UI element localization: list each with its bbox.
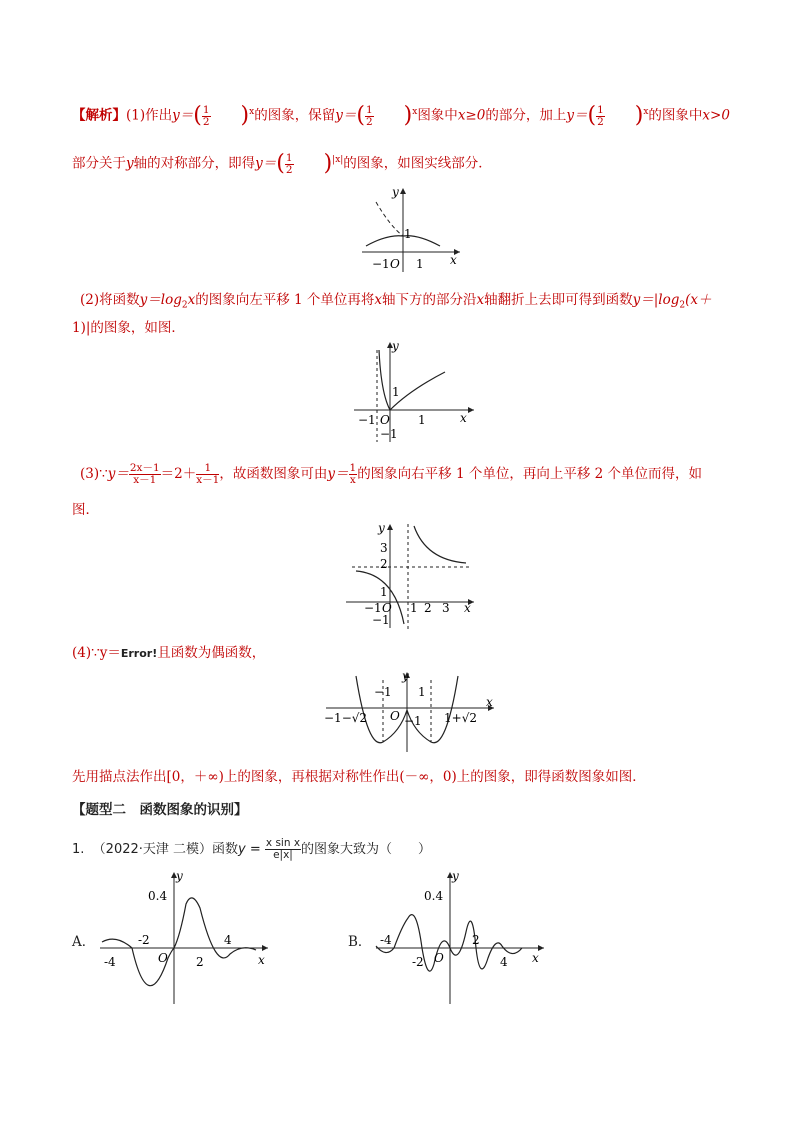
option-a-label[interactable]: A． bbox=[72, 934, 96, 950]
axis-x-label: x bbox=[464, 601, 471, 615]
root-negative: −1−√2 bbox=[324, 711, 368, 725]
tick-x-2: 2 bbox=[196, 955, 204, 969]
fraction-xsinx-over-e-absx: $\frac{\text{x sin x}}{e|x|}$ bbox=[265, 837, 301, 861]
tick-x-2: 2 bbox=[472, 933, 480, 947]
tick-x-1: 1 bbox=[410, 601, 418, 615]
fraction-2x-1-over-x-1: $\frac{2x-1}{x-1}$ bbox=[129, 462, 160, 486]
tick-y-04: 0.4 bbox=[148, 889, 168, 903]
figure-3-hyperbola bbox=[342, 520, 482, 635]
axis-x-label: x bbox=[460, 411, 467, 425]
question-1: 1. （2022·天津 二模）函数y = $\frac{\text{x sin x}}{e|x|}$ 的图象大致为（ ） bbox=[72, 837, 432, 861]
axis-x-label: x bbox=[258, 953, 265, 967]
solution-para-1: 【解析】(1)作出y＝( $\frac{1}{2}$ )$^x$的图象，保留y＝( $\frac{1}{2}$ )$^x$图象中x≥0的部分，加上y＝( $\frac{1}{2}$ )$^x$的图象中x>0 bbox=[72, 103, 730, 128]
error-token: Error! bbox=[120, 647, 158, 660]
solution-tag: 【解析】 bbox=[72, 107, 126, 124]
tick-x-4: 4 bbox=[224, 933, 232, 947]
figure-1-half-power-abs bbox=[358, 184, 468, 274]
tick-x-neg1: −1 bbox=[374, 685, 392, 699]
axis-y-label: y bbox=[452, 869, 459, 883]
tick-y-neg1: −1 bbox=[380, 427, 398, 441]
axis-y-label: y bbox=[402, 670, 409, 683]
origin-label: O bbox=[382, 601, 392, 615]
solution-para-2: (2)将函数$y=\log_2x$的图象向左平移 1 个单位再将x轴下方的部分沿x轴翻折上去即可得到函数$y=|\log_2(x+$ bbox=[80, 292, 712, 311]
tick-y-1: 1 bbox=[392, 385, 400, 399]
tick-x-neg2: -2 bbox=[412, 955, 424, 969]
axis-x-label: x bbox=[532, 951, 539, 965]
tick-x-neg4: -4 bbox=[104, 955, 116, 969]
axis-y-label: y bbox=[378, 521, 385, 535]
tick-y-3: 3 bbox=[380, 541, 388, 555]
origin-label: O bbox=[158, 951, 168, 965]
axis-x-label: x bbox=[486, 695, 493, 709]
tick-x-1: 1 bbox=[416, 257, 424, 271]
tick-y-04: 0.4 bbox=[424, 889, 444, 903]
tick-x-neg1: −1 bbox=[372, 257, 390, 271]
tick-y-1: 1 bbox=[380, 585, 388, 599]
tick-x-1: 1 bbox=[418, 685, 426, 699]
tick-y-neg1: −1 bbox=[404, 714, 422, 728]
solution-para-1-line2: 部分关于y轴的对称部分，即得y＝( $\frac{1}{2}$ )$^{|x|}$的图象，如图实线部分． bbox=[72, 151, 492, 176]
origin-label: O bbox=[380, 413, 390, 427]
solution-para-2-line2: 1)|的图象，如图． bbox=[72, 320, 185, 336]
tick-x-neg1: −1 bbox=[358, 413, 376, 427]
axis-y-label: y bbox=[176, 869, 183, 883]
option-b-label[interactable]: B． bbox=[348, 934, 372, 950]
option-a-graph[interactable] bbox=[96, 868, 276, 1008]
tick-x-2: 2 bbox=[424, 601, 432, 615]
origin-label: O bbox=[390, 257, 400, 271]
figure-4-even-function bbox=[320, 670, 500, 755]
solution-para-5: 先用描点法作出[0，＋∞)上的图象，再根据对称性作出(－∞，0)上的图象，即得函数图象如图． bbox=[72, 769, 646, 785]
solution-para-3: (3)∵y＝ $\frac{2x-1}{x-1}$ ＝2＋ $\frac{1}{x-1}$ ，故函数图象可由y＝ $\frac{1}{x}$ 的图象向右平移 1 个单位，再向上平移 2 个单位而得，如 bbox=[80, 462, 703, 486]
fraction-half: $\frac{1}{2}$ bbox=[202, 103, 210, 128]
tick-x-3: 3 bbox=[442, 601, 450, 615]
solution-para-4: (4)∵y＝Error!且函数为偶函数， bbox=[72, 645, 266, 661]
tick-x-neg1: −1 bbox=[364, 601, 382, 615]
tick-x-4: 4 bbox=[500, 955, 508, 969]
axis-y-label: y bbox=[392, 339, 399, 353]
tick-x-neg4: -4 bbox=[380, 933, 392, 947]
tick-y-neg1: −1 bbox=[372, 613, 390, 627]
axis-x-label: x bbox=[450, 253, 457, 267]
origin-label: O bbox=[434, 951, 444, 965]
option-b-graph[interactable] bbox=[372, 868, 552, 1008]
section-heading: 【题型二 函数图象的识别】 bbox=[72, 802, 248, 818]
tick-x-1: 1 bbox=[418, 413, 426, 427]
tick-y-2: 2 bbox=[380, 557, 388, 571]
figure-2-abs-log bbox=[350, 338, 480, 448]
solution-para-3-line2: 图． bbox=[72, 502, 99, 518]
tick-x-neg2: -2 bbox=[138, 933, 150, 947]
root-positive: 1+√2 bbox=[444, 711, 477, 725]
tick-y-1: 1 bbox=[404, 227, 412, 241]
axis-y-label: y bbox=[392, 185, 399, 199]
origin-label: O bbox=[390, 709, 400, 723]
